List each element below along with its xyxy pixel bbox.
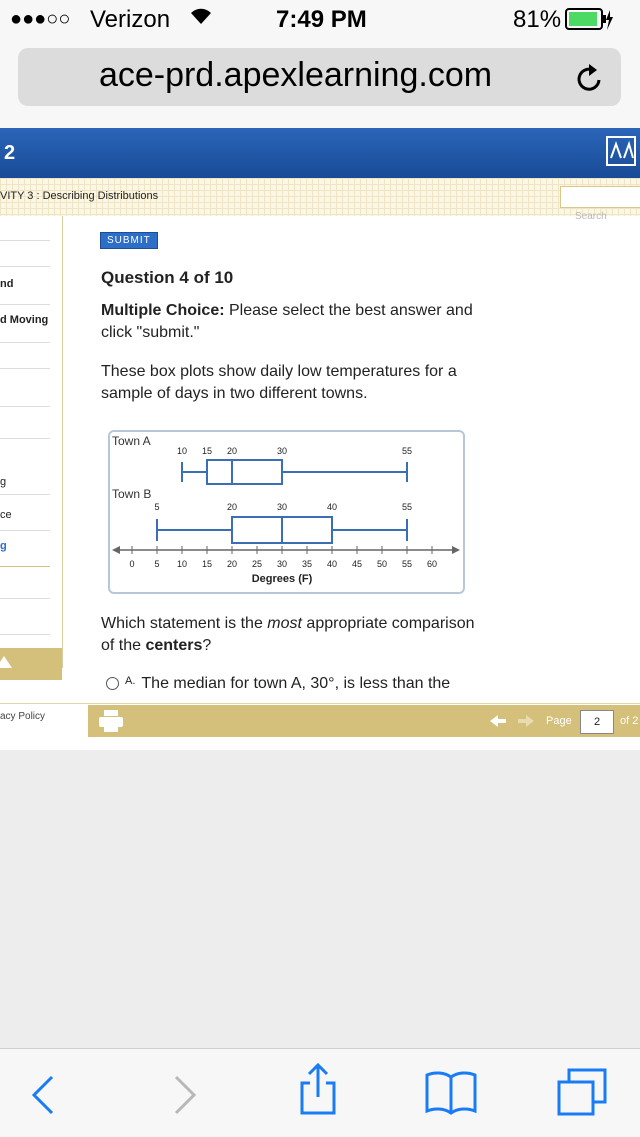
logo-icon xyxy=(606,136,640,175)
question-part1: Which statement is the xyxy=(101,615,268,632)
next-page-icon[interactable] xyxy=(516,713,536,734)
value-label: 30 xyxy=(276,502,288,512)
submit-button[interactable]: SUBMIT xyxy=(100,232,158,249)
battery-percent: 81% xyxy=(513,6,562,33)
value-label: 20 xyxy=(226,502,238,512)
series-label: Town B xyxy=(112,487,152,501)
prev-page-icon[interactable] xyxy=(488,713,508,734)
question-title: Question 4 of 10 xyxy=(101,268,234,287)
battery-icon xyxy=(565,8,613,39)
nav-divider xyxy=(0,566,50,567)
choice-a-text: The median for town A, 30°, is less than the xyxy=(141,675,451,690)
search-input[interactable] xyxy=(560,186,640,208)
value-label: 10 xyxy=(176,446,188,456)
nav-divider xyxy=(0,266,50,267)
nav-divider xyxy=(0,634,50,635)
address-bar-area xyxy=(0,40,640,129)
instructions-text: Please select the best answer and click "submit." xyxy=(101,302,473,341)
value-label: 5 xyxy=(154,502,160,512)
box-plot-chart xyxy=(110,432,463,592)
question-panel xyxy=(88,220,498,690)
radio-button[interactable] xyxy=(106,677,119,690)
page-total: of 2 xyxy=(620,715,639,727)
search-label: Search xyxy=(575,211,607,222)
bookmarks-icon[interactable] xyxy=(424,1069,478,1120)
sidebar-item-5[interactable]: g xyxy=(0,540,7,552)
question-end: ? xyxy=(202,637,212,654)
sidebar-item-1[interactable]: nd xyxy=(0,278,14,290)
series-label: Town A xyxy=(112,434,151,448)
tick-label: 15 xyxy=(201,559,213,569)
nav-divider xyxy=(0,342,50,343)
wifi-icon xyxy=(188,4,214,35)
value-label: 55 xyxy=(401,502,413,512)
share-icon[interactable] xyxy=(298,1063,338,1122)
address-bar[interactable] xyxy=(18,48,621,106)
tick-label: 50 xyxy=(376,559,388,569)
choice-a[interactable] xyxy=(106,675,486,690)
box-plot-figure xyxy=(108,430,465,594)
instructions-label: Multiple Choice: xyxy=(101,302,225,319)
tick-label: 30 xyxy=(276,559,288,569)
app-header xyxy=(0,128,640,178)
choice-a-letter: A. xyxy=(125,675,136,687)
nav-divider xyxy=(0,240,50,241)
carrier: Verizon xyxy=(90,6,171,33)
tick-label: 55 xyxy=(401,559,413,569)
page-label: Page xyxy=(546,715,572,727)
status-bar xyxy=(0,0,640,40)
tabs-icon[interactable] xyxy=(556,1067,608,1122)
tick-label: 5 xyxy=(154,559,160,569)
web-page xyxy=(0,128,640,750)
tick-label: 20 xyxy=(226,559,238,569)
tick-label: 10 xyxy=(176,559,188,569)
breadcrumb: VITY 3 : Describing Distributions xyxy=(0,190,159,202)
clock: 7:49 PM xyxy=(276,6,367,33)
header-number: 2 xyxy=(4,142,16,164)
nav-divider xyxy=(0,530,50,531)
nav-divider xyxy=(0,438,50,439)
value-label: 15 xyxy=(201,446,213,456)
tick-label: 40 xyxy=(326,559,338,569)
print-icon[interactable] xyxy=(98,709,124,738)
browser-toolbar xyxy=(0,1048,640,1137)
sidebar xyxy=(0,216,63,668)
iqr-box xyxy=(207,460,282,484)
question-text xyxy=(101,613,481,657)
value-label: 20 xyxy=(226,446,238,456)
tick-label: 0 xyxy=(129,559,135,569)
question-centers: centers xyxy=(145,637,203,654)
page-number-input[interactable]: 2 xyxy=(580,710,614,734)
privacy-link[interactable]: acy Policy xyxy=(0,711,46,722)
nav-divider xyxy=(0,494,50,495)
signal-dots: ●●●○○ xyxy=(10,8,71,30)
reload-icon[interactable] xyxy=(575,62,605,99)
instructions xyxy=(101,300,481,344)
scroll-up-button[interactable] xyxy=(0,648,62,680)
value-label: 30 xyxy=(276,446,288,456)
value-label: 40 xyxy=(326,502,338,512)
sidebar-item-4[interactable]: ce xyxy=(0,509,12,521)
forward-icon[interactable] xyxy=(170,1075,198,1120)
tick-label: 25 xyxy=(251,559,263,569)
url-text: ace-prd.apexlearning.com xyxy=(98,56,493,94)
tick-label: 60 xyxy=(426,559,438,569)
nav-divider xyxy=(0,598,50,599)
tick-label: 35 xyxy=(301,559,313,569)
tick-label: 45 xyxy=(351,559,363,569)
axis-arrow-left xyxy=(112,546,120,554)
back-icon[interactable] xyxy=(30,1075,58,1120)
x-axis-label: Degrees (F) xyxy=(251,573,313,585)
question-emphasis: most xyxy=(267,615,302,632)
sidebar-item-3[interactable]: g xyxy=(0,476,7,488)
axis-arrow-right xyxy=(452,546,460,554)
sidebar-item-2[interactable]: d Moving xyxy=(0,314,49,326)
nav-divider xyxy=(0,406,50,407)
nav-divider xyxy=(0,304,50,305)
value-label: 55 xyxy=(401,446,413,456)
nav-divider xyxy=(0,368,50,369)
question-part2: appropriate comparison of the xyxy=(101,615,475,654)
question-prompt: These box plots show daily low temperatures for a sample of days in two different towns. xyxy=(101,363,457,402)
